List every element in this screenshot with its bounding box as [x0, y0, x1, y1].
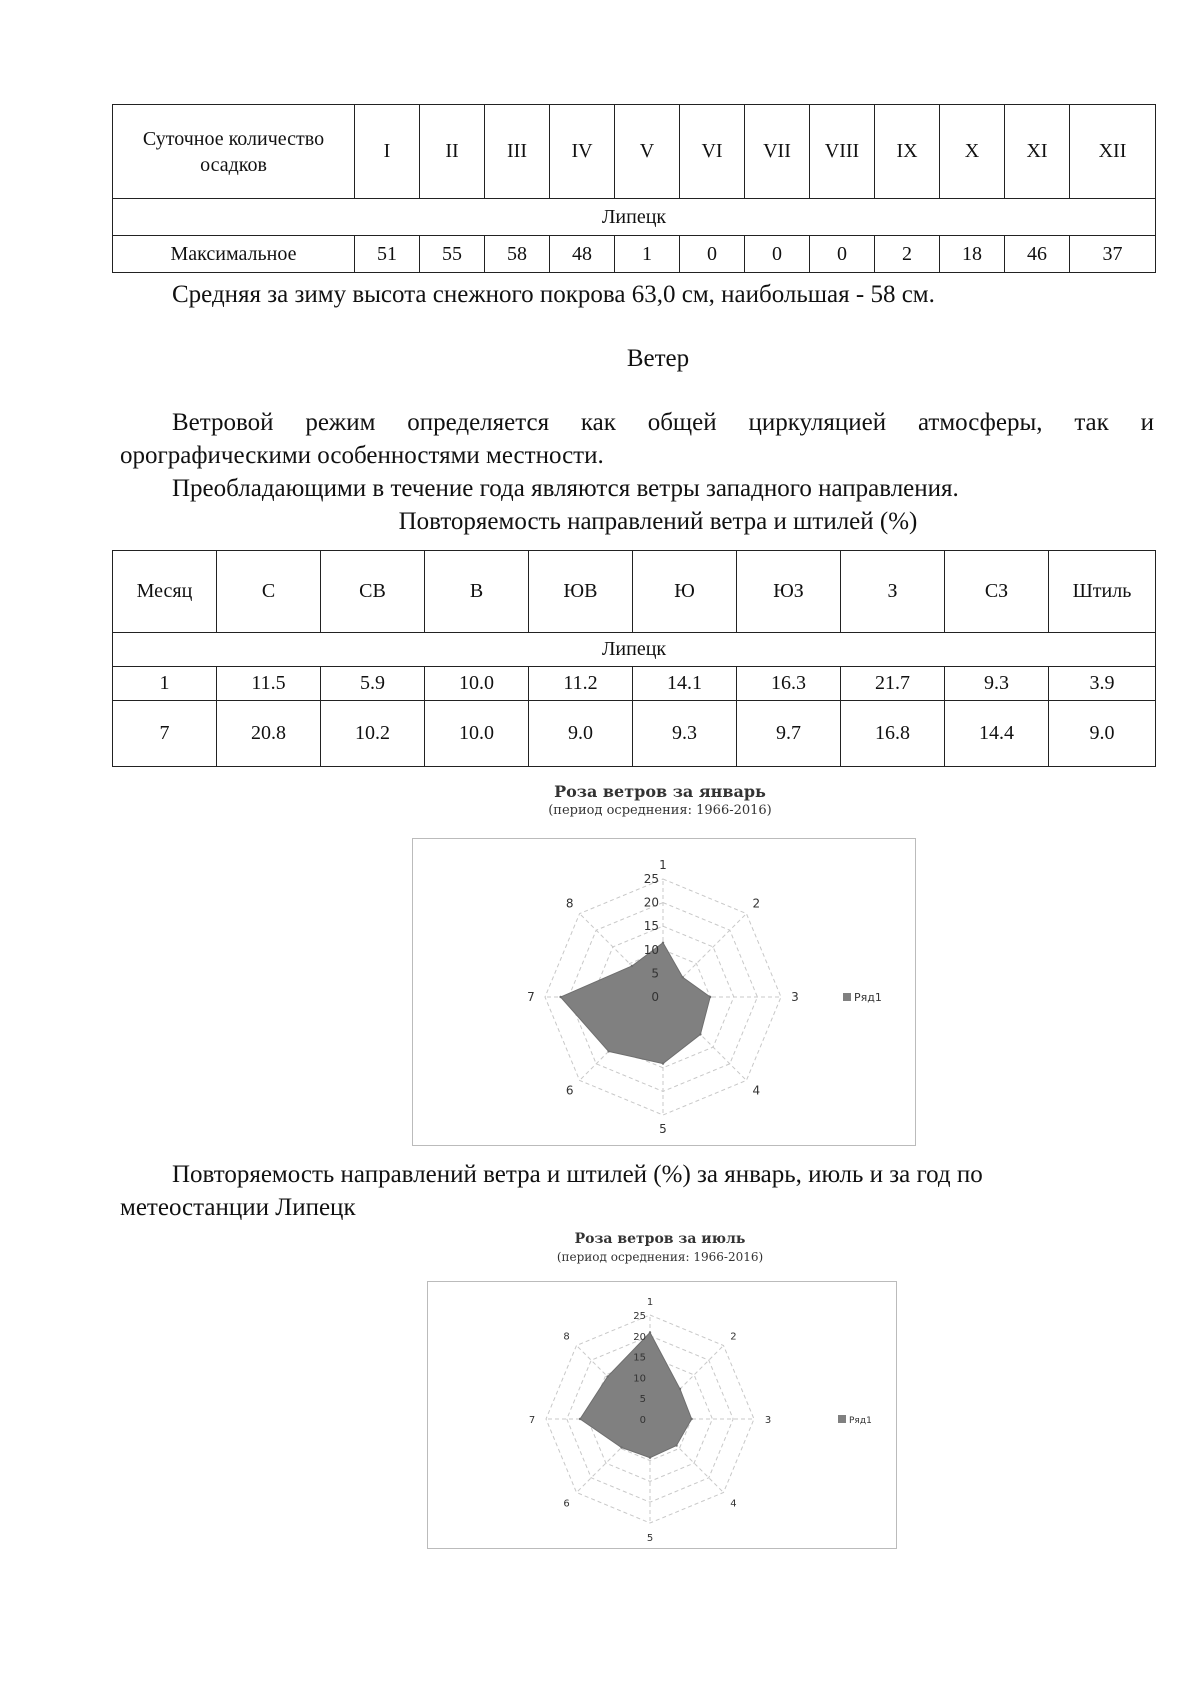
july-point-2 [679, 1388, 681, 1390]
wind-paragraph-2: Преобладающими в течение года являются ветры западного направления. [172, 475, 959, 502]
wind-header-cell: ЮВ [529, 551, 633, 633]
wind-city: Липецк [113, 633, 1156, 667]
wind-cell: 11.5 [217, 667, 321, 701]
category-label: 8 [565, 896, 574, 911]
july-point-8 [606, 1375, 608, 1377]
month-header: IV [550, 105, 615, 199]
month-header: XI [1005, 105, 1070, 199]
radial-tick-label: 15 [633, 1352, 646, 1364]
legend-label: Ряд1 [849, 1416, 872, 1426]
wind-header-cell: Ю [633, 551, 737, 633]
radial-tick-label: 25 [633, 1311, 646, 1322]
wind-city-row [113, 633, 1156, 667]
month-header: X [940, 105, 1005, 199]
july-point-4 [675, 1444, 677, 1446]
wind-paragraph-1-line-1: Ветровой режим определяется как общей циркуляцией атмосферы, так и [172, 409, 1154, 436]
radial-tick-label: 0 [639, 1415, 646, 1426]
category-label: 5 [659, 1122, 667, 1136]
legend-label: Ряд1 [854, 991, 882, 1004]
precip-value: 2 [875, 236, 940, 273]
wind-header-cell: З [841, 551, 945, 633]
precip-value: 51 [355, 236, 420, 273]
precip-city-row [113, 199, 1156, 236]
precip-value: 18 [940, 236, 1005, 273]
july-point-5 [649, 1457, 651, 1459]
precip-header-label-text: Суточное количество осадков [142, 127, 325, 176]
precip-value: 55 [420, 236, 485, 273]
precip-value: 0 [745, 236, 810, 273]
category-label: 6 [563, 1498, 570, 1510]
wind-cell: 10.0 [425, 667, 529, 701]
radial-tick-label: 25 [643, 872, 659, 886]
category-label: 7 [528, 1415, 536, 1426]
wind-cell: 3.9 [1049, 667, 1156, 701]
month-header: I [355, 105, 420, 199]
july-chart-frame [427, 1281, 897, 1549]
wind-cell: 14.4 [945, 701, 1049, 767]
wind-cell: 11.2 [529, 667, 633, 701]
rose-caption-line-1: Повторяемость направлений ветра и штилей (%) за январь, июль и за год по [172, 1161, 983, 1188]
july-chart-subtitle: (период осреднения: 1966-2016) [556, 1250, 764, 1264]
radial-tick-label: 20 [633, 1331, 646, 1343]
january-point-4 [699, 1033, 701, 1035]
wind-cell: 9.0 [1049, 701, 1156, 767]
precip-value: 0 [680, 236, 745, 273]
precip-value: 58 [485, 236, 550, 273]
legend-swatch [838, 1415, 846, 1423]
precip-value: 0 [810, 236, 875, 273]
radial-tick-label: 10 [643, 942, 659, 957]
wind-cell: 10.0 [425, 701, 529, 767]
precip-row-label: Максимальное [113, 236, 355, 273]
july-point-3 [690, 1418, 692, 1420]
snow-text: Средняя за зиму высота снежного покрова 63,0 см, наибольшая - 58 см. [172, 281, 935, 308]
category-label: 7 [527, 990, 535, 1004]
radial-tick-label: 10 [633, 1373, 646, 1385]
wind-cell: 16.8 [841, 701, 945, 767]
category-label: 1 [646, 1297, 654, 1308]
wind-header-cell: Штиль [1049, 551, 1156, 633]
wind-cell: 7 [113, 701, 217, 767]
precip-value: 46 [1005, 236, 1070, 273]
radial-tick-label: 0 [651, 990, 659, 1004]
wind-cell: 9.3 [945, 667, 1049, 701]
wind-header-cell: СЗ [945, 551, 1049, 633]
category-label: 6 [565, 1083, 574, 1098]
category-label: 3 [764, 1415, 772, 1426]
january-point-2 [682, 976, 684, 978]
july-wind-rose [428, 1282, 896, 1548]
month-header: III [485, 105, 550, 199]
category-label: 4 [752, 1083, 761, 1098]
wind-header-cell: Месяц [113, 551, 217, 633]
wind-cell: 16.3 [737, 667, 841, 701]
radial-tick-label: 5 [639, 1394, 646, 1406]
january-point-1 [662, 942, 664, 944]
category-label: 1 [659, 858, 667, 872]
wind-cell: 9.0 [529, 701, 633, 767]
month-header: II [420, 105, 485, 199]
precipitation-table [112, 104, 1156, 273]
wind-row-january [113, 667, 1156, 701]
category-label: 2 [730, 1331, 737, 1343]
january-chart-subtitle: (период осреднения: 1966-2016) [548, 803, 772, 818]
wind-cell: 14.1 [633, 667, 737, 701]
wind-frequency-table [112, 550, 1156, 767]
wind-row-july [113, 701, 1156, 767]
january-point-3 [709, 996, 711, 998]
rose-caption-line-2: метеостанции Липецк [120, 1194, 356, 1221]
radial-tick-label: 15 [643, 919, 659, 934]
january-point-6 [607, 1050, 609, 1052]
month-header: V [615, 105, 680, 199]
legend-swatch [843, 993, 851, 1001]
july-point-7 [579, 1418, 581, 1420]
july-point-6 [620, 1446, 622, 1448]
wind-paragraph-1-line-2: орографическими особенностями местности. [120, 442, 604, 469]
wind-header-cell: В [425, 551, 529, 633]
precip-value: 48 [550, 236, 615, 273]
wind-header-cell: С [217, 551, 321, 633]
wind-heading: Ветер [626, 345, 690, 372]
precip-value: 37 [1070, 236, 1156, 273]
wind-cell: 9.7 [737, 701, 841, 767]
precip-header-label [113, 105, 355, 199]
wind-table-caption: Повторяемость направлений ветра и штилей (%) [398, 508, 918, 535]
precip-header-row [113, 105, 1156, 199]
month-header: XII [1070, 105, 1156, 199]
july-series-area [580, 1333, 692, 1458]
category-label: 3 [791, 990, 799, 1004]
wind-cell: 20.8 [217, 701, 321, 767]
wind-cell: 1 [113, 667, 217, 701]
january-chart-frame [412, 838, 916, 1146]
radial-tick-label: 20 [643, 895, 659, 910]
january-wind-rose [413, 839, 915, 1145]
wind-cell: 5.9 [321, 667, 425, 701]
july-point-1 [649, 1331, 651, 1333]
wind-cell: 9.3 [633, 701, 737, 767]
january-point-5 [662, 1062, 664, 1064]
precip-value: 1 [615, 236, 680, 273]
january-chart-title: Роза ветров за январь [554, 782, 766, 801]
category-label: 2 [752, 896, 761, 911]
january-point-8 [631, 965, 633, 967]
precip-values-row [113, 236, 1156, 273]
month-header: IX [875, 105, 940, 199]
january-point-7 [559, 996, 561, 998]
july-chart-title: Роза ветров за июль [574, 1231, 746, 1247]
radial-tick-label: 5 [651, 966, 659, 981]
wind-header-cell: СВ [321, 551, 425, 633]
wind-header-row [113, 551, 1156, 633]
category-label: 5 [646, 1533, 654, 1544]
month-header: VIII [810, 105, 875, 199]
category-label: 4 [730, 1498, 737, 1510]
wind-header-cell: ЮЗ [737, 551, 841, 633]
precip-city: Липецк [113, 199, 1156, 236]
month-header: VII [745, 105, 810, 199]
wind-cell: 21.7 [841, 667, 945, 701]
wind-cell: 10.2 [321, 701, 425, 767]
month-header: VI [680, 105, 745, 199]
category-label: 8 [563, 1331, 570, 1343]
